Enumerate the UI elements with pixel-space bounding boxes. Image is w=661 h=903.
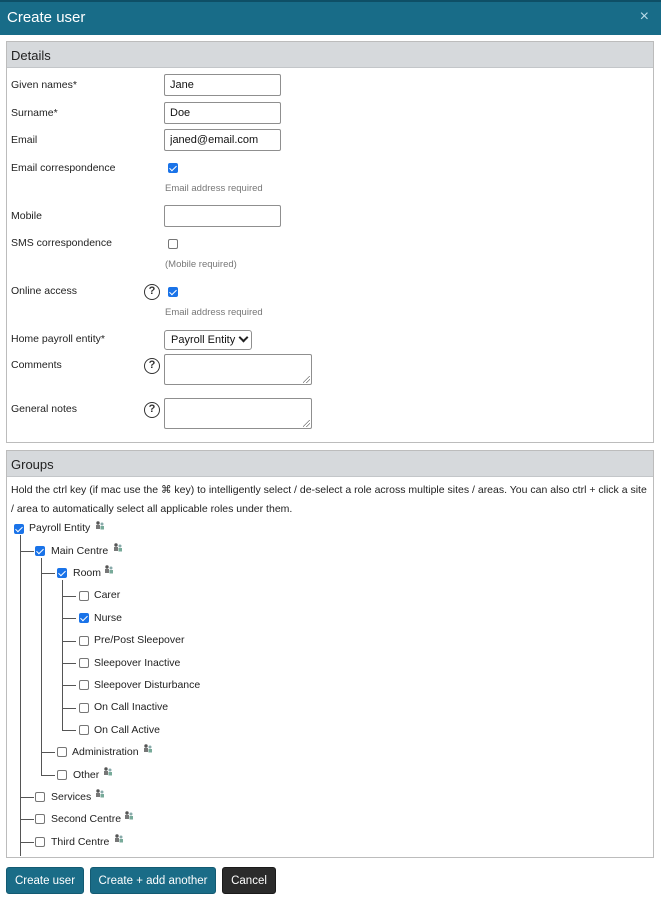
tree-label-pre-post-sleepover[interactable]: Pre/Post Sleepover bbox=[94, 634, 185, 646]
people-icon bbox=[95, 789, 105, 798]
dialog-title: Create user bbox=[7, 9, 86, 26]
tree-checkbox-carer[interactable] bbox=[79, 591, 89, 601]
tree-connector bbox=[20, 797, 34, 798]
mobile-label: Mobile bbox=[11, 210, 42, 222]
tree-connector bbox=[62, 618, 76, 619]
home-payroll-entity-select[interactable] bbox=[164, 330, 252, 350]
tree-checkbox-on-call-active[interactable] bbox=[79, 725, 89, 735]
close-icon[interactable]: × bbox=[639, 8, 649, 25]
people-icon bbox=[124, 811, 134, 820]
tree-checkbox-second-centre[interactable] bbox=[35, 814, 45, 824]
tree-connector bbox=[62, 730, 76, 731]
tree-connector bbox=[62, 596, 76, 597]
comments-help-icon[interactable]: ? bbox=[144, 358, 160, 374]
sms-correspondence-hint: (Mobile required) bbox=[165, 259, 237, 270]
tree-label-second-centre[interactable]: Second Centre bbox=[51, 813, 122, 825]
tree-connector bbox=[20, 819, 34, 820]
cancel-button[interactable]: Cancel bbox=[222, 867, 276, 894]
tree-checkbox-room[interactable] bbox=[57, 568, 67, 578]
tree-label-on-call-active[interactable]: On Call Active bbox=[94, 724, 160, 736]
resize-grip-icon[interactable] bbox=[303, 376, 310, 383]
tree-label-administration[interactable]: Administration bbox=[72, 746, 139, 758]
home-payroll-entity-label: Home payroll entity* bbox=[11, 333, 105, 345]
details-header: Details bbox=[7, 42, 653, 68]
people-icon bbox=[114, 834, 124, 843]
tree-checkbox-sleepover-disturbance[interactable] bbox=[79, 680, 89, 690]
tree-connector bbox=[20, 551, 34, 552]
tree-label-room[interactable]: Room bbox=[73, 567, 102, 579]
tree-label-third-centre[interactable]: Third Centre bbox=[51, 836, 110, 848]
tree-label-on-call-inactive[interactable]: On Call Inactive bbox=[94, 701, 169, 713]
online-access-help-icon[interactable]: ? bbox=[144, 284, 160, 300]
resize-grip-icon[interactable] bbox=[303, 420, 310, 427]
surname-label: Surname* bbox=[11, 107, 58, 119]
tree-checkbox-third-centre[interactable] bbox=[35, 837, 45, 847]
tree-label-services[interactable]: Services bbox=[51, 791, 92, 803]
groups-panel bbox=[6, 450, 654, 858]
people-icon bbox=[95, 521, 105, 530]
email-correspondence-label: Email correspondence bbox=[11, 162, 116, 174]
tree-checkbox-on-call-inactive[interactable] bbox=[79, 703, 89, 713]
tree-connector bbox=[20, 842, 34, 843]
tree-connector bbox=[62, 708, 76, 709]
general-notes-textarea[interactable] bbox=[164, 398, 312, 429]
create-user-button[interactable]: Create user bbox=[6, 867, 84, 894]
groups-instructions: Hold the ctrl key (if mac use the ⌘ key) to intelligently select / de-select a role across multiple sites / areas. You can also ctrl + click a site / area to automatically select all applicable roles under them. bbox=[11, 484, 647, 515]
tree-checkbox-pre-post-sleepover[interactable] bbox=[79, 636, 89, 646]
people-icon bbox=[143, 744, 153, 753]
tree-label-nurse[interactable]: Nurse bbox=[94, 612, 123, 624]
tree-connector bbox=[20, 535, 21, 856]
tree-label-main-centre[interactable]: Main Centre bbox=[51, 545, 109, 557]
comments-textarea[interactable] bbox=[164, 354, 312, 385]
tree-checkbox-sleepover-inactive[interactable] bbox=[79, 658, 89, 668]
tree-connector bbox=[41, 573, 55, 574]
tree-connector bbox=[62, 663, 76, 664]
people-icon bbox=[103, 767, 113, 776]
tree-label-carer[interactable]: Carer bbox=[94, 589, 121, 601]
tree-checkbox-other[interactable] bbox=[57, 770, 67, 780]
tree-connector bbox=[41, 752, 55, 753]
tree-checkbox-payroll-entity[interactable] bbox=[14, 524, 24, 534]
tree-checkbox-main-centre[interactable] bbox=[35, 546, 45, 556]
tree-label-payroll-entity[interactable]: Payroll Entity bbox=[29, 522, 91, 534]
tree-checkbox-administration[interactable] bbox=[57, 747, 67, 757]
tree-connector bbox=[41, 775, 55, 776]
online-access-label: Online access bbox=[11, 285, 77, 297]
general-notes-label: General notes bbox=[11, 403, 77, 415]
tree-checkbox-services[interactable] bbox=[35, 792, 45, 802]
email-correspondence-checkbox[interactable] bbox=[168, 163, 178, 173]
online-access-hint: Email address required bbox=[165, 307, 263, 318]
sms-correspondence-label: SMS correspondence bbox=[11, 237, 112, 249]
comments-label: Comments bbox=[11, 359, 62, 371]
tree-connector bbox=[41, 558, 42, 775]
online-access-checkbox[interactable] bbox=[168, 287, 178, 297]
people-icon bbox=[104, 565, 114, 574]
given-names-input[interactable] bbox=[164, 74, 281, 96]
dialog-titlebar bbox=[0, 0, 661, 35]
sms-correspondence-checkbox[interactable] bbox=[168, 239, 178, 249]
tree-connector bbox=[62, 685, 76, 686]
home-payroll-entity-value: Payroll Entity bbox=[171, 334, 236, 346]
given-names-label: Given names* bbox=[11, 79, 77, 91]
surname-input[interactable] bbox=[164, 102, 281, 124]
mobile-input[interactable] bbox=[164, 205, 281, 227]
email-label: Email bbox=[11, 134, 38, 146]
email-correspondence-hint: Email address required bbox=[165, 183, 263, 194]
chevron-down-icon bbox=[239, 333, 249, 343]
tree-connector bbox=[62, 641, 76, 642]
general-notes-help-icon[interactable]: ? bbox=[144, 402, 160, 418]
tree-label-sleepover-inactive[interactable]: Sleepover Inactive bbox=[94, 657, 181, 669]
people-icon bbox=[113, 543, 123, 552]
tree-label-sleepover-disturbance[interactable]: Sleepover Disturbance bbox=[94, 679, 201, 691]
details-panel bbox=[6, 41, 654, 443]
tree-label-other[interactable]: Other bbox=[73, 769, 100, 781]
create-add-another-button[interactable]: Create + add another bbox=[90, 867, 216, 894]
tree-checkbox-nurse[interactable] bbox=[79, 613, 89, 623]
groups-header: Groups bbox=[7, 451, 653, 477]
email-input[interactable] bbox=[164, 129, 281, 151]
